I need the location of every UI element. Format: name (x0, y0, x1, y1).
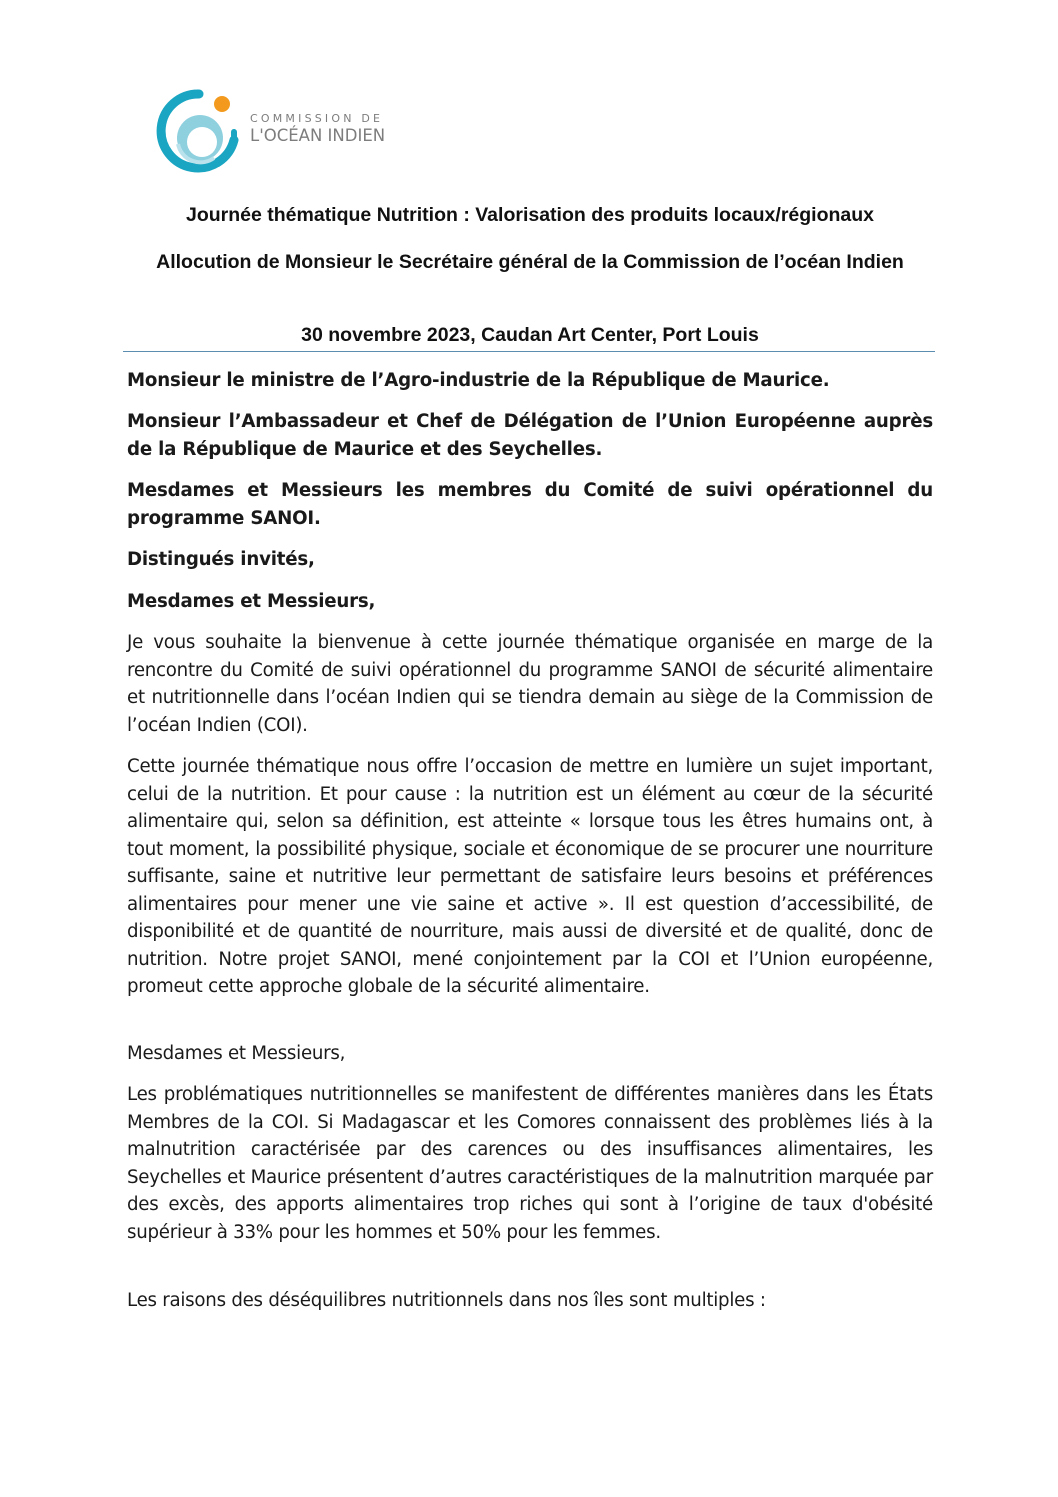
salutation-ambassador: Monsieur l’Ambassadeur et Chef de Délégation de l’Union Européenne auprès de la République de Maurice et des Seychelles. (127, 411, 933, 460)
document-date-place: 30 novembre 2023, Caudan Art Center, Port Louis (301, 324, 759, 346)
paragraph-address: Mesdames et Messieurs, (127, 1043, 346, 1064)
header-divider (123, 351, 935, 352)
document-subtitle: Allocution de Monsieur le Secrétaire général de la Commission de l’océan Indien (156, 251, 904, 273)
logo-line-1: COMMISSION DE (250, 112, 384, 125)
coi-logo (156, 88, 406, 178)
coi-emblem-icon (156, 88, 242, 174)
salutation-minister: Monsieur le ministre de l’Agro-industrie de la République de Maurice. (127, 370, 830, 391)
paragraph-welcome: Je vous souhaite la bienvenue à cette journée thématique organisée en marge de la rencontre du Comité de suivi opérationnel du programme SANOI de sécurité alimentaire et nutritionnelle dans l’océan Indien qui se tiendra demain au siège de la Commission de l’océan Indien (COI). (127, 632, 933, 736)
salutation-committee: Mesdames et Messieurs les membres du Comité de suivi opérationnel du programme SANOI. (127, 480, 933, 529)
salutation-guests: Distingués invités, (127, 549, 315, 570)
logo-line-2: L'OCÉAN INDIEN (250, 126, 386, 145)
logo-wordmark (250, 112, 385, 146)
paragraph-nutrition-problems: Les problématiques nutritionnelles se manifestent de différentes manières dans les États Membres de la COI. Si Madagascar et les Comores connaissent des problèmes liés à la malnutrition caractérisée par des carences ou des insuffisances alimentaires, les Seychelles et Maurice présentent d’autres caractéristiques de la malnutrition marquée par des excès, des apports alimentaires trop riches qui sont à l’origine de taux d'obésité supérieur à 33% pour les hommes et 50% pour les femmes. (127, 1084, 933, 1243)
paragraph-nutrition-definition: Cette journée thématique nous offre l’occasion de mettre en lumière un sujet important, celui de la nutrition. Et pour cause : la nutrition est un élément au cœur de la sécurité alimentaire qui, selon sa définition, est atteinte « lorsque tous les êtres humains ont, à tout moment, la possibilité physique, sociale et économique de se procurer une nourriture suffisante, saine et nutritive leur permettant de satisfaire leurs besoins et préférences alimentaires pour mener une vie saine et active ». Il est question d’accessibilité, de disponibilité et de quantité de nourriture, mais aussi de diversité et de qualité, donc de nutrition. Notre projet SANOI, mené conjointement par la COI et l’Union européenne, promeut cette approche globale de la sécurité alimentaire. (127, 756, 933, 997)
paragraph-reasons: Les raisons des déséquilibres nutritionnels dans nos îles sont multiples : (127, 1290, 766, 1311)
document-title: Journée thématique Nutrition : Valorisation des produits locaux/régionaux (185, 204, 875, 226)
salutation-ladies-gentlemen: Mesdames et Messieurs, (127, 591, 376, 612)
